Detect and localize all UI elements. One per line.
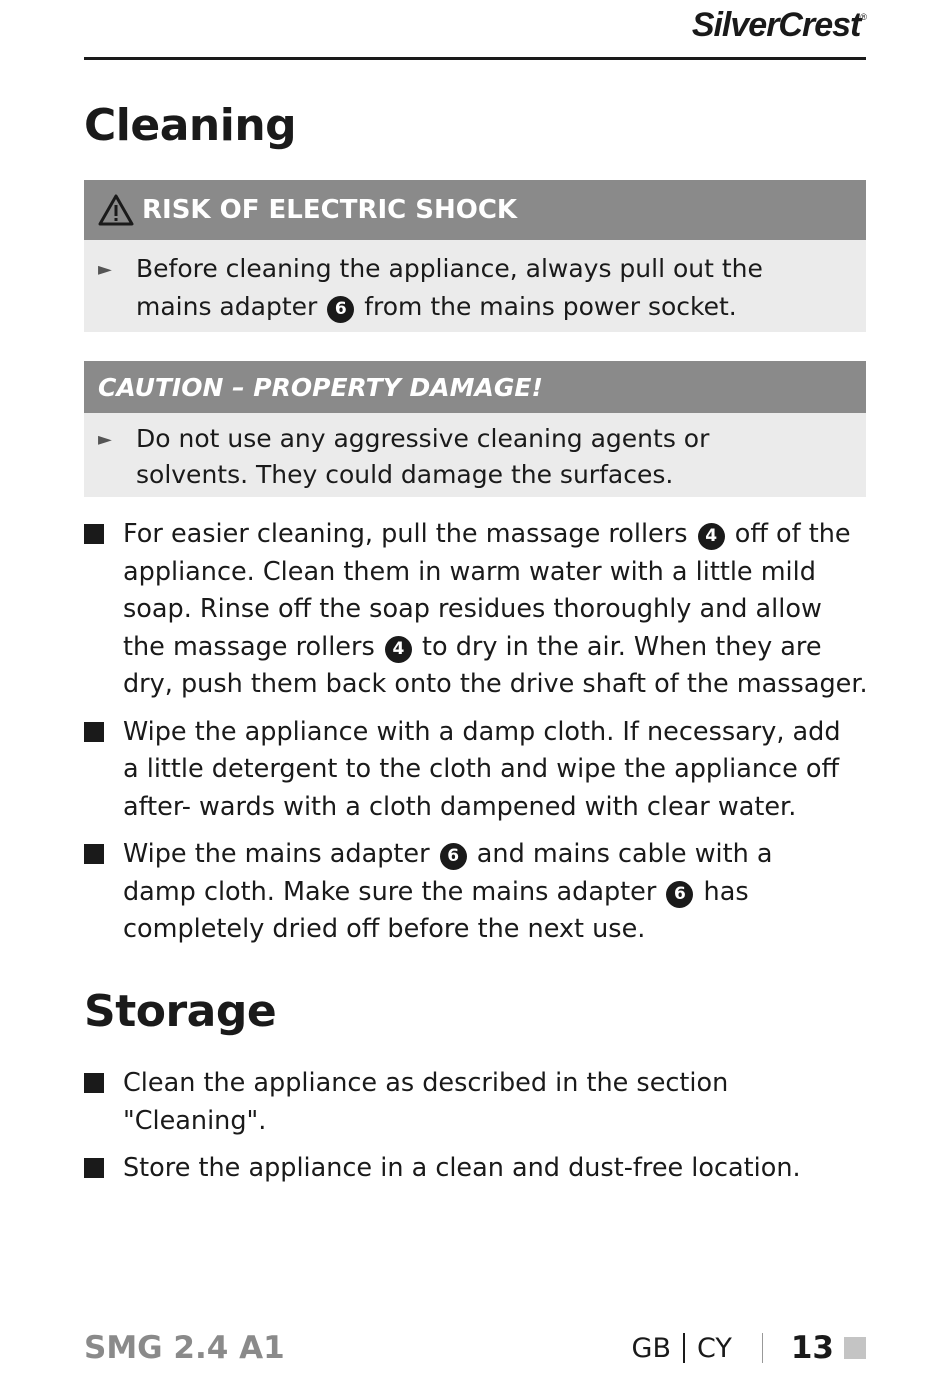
property-damage-caution: [84, 361, 866, 497]
reference-badge: 4: [698, 523, 725, 550]
warning-body: [84, 240, 866, 332]
caution-text: Do not use any aggressive cleaning agents or solvents. They could damage the surfaces.: [136, 424, 710, 489]
reference-badge: 6: [666, 881, 693, 908]
caution-heading: CAUTION – PROPERTY DAMAGE!: [98, 372, 543, 402]
storage-list: [84, 1065, 874, 1198]
page-footer: [632, 1330, 866, 1366]
warning-heading: RISK OF ELECTRIC SHOCK: [142, 195, 518, 225]
reference-badge: 4: [385, 636, 412, 663]
page-square-icon: [844, 1337, 866, 1359]
square-bullet-icon: [84, 1065, 123, 1140]
list-item: Clean the appliance as described in the section "Cleaning".: [84, 1065, 874, 1140]
square-bullet-icon: [84, 1150, 123, 1188]
brand-logo: SilverCrest®: [691, 6, 866, 44]
list-item: For easier cleaning, pull the massage rollers 4 off of the appliance. Clean them in warm water with a little mild soap. Rinse off the soap residues thoroughly and allow the massage rollers 4 to dry in the air. When they are dry, push them back onto the drive shaft of the massager.: [84, 516, 874, 704]
caution-header: [84, 361, 866, 413]
cleaning-list: [84, 516, 874, 959]
language-cy: CY: [696, 1332, 732, 1364]
cleaning-title: Cleaning: [84, 100, 297, 151]
warning-header: [84, 180, 866, 240]
language-gb: GB: [631, 1332, 671, 1364]
list-item: Store the appliance in a clean and dust-free location.: [84, 1150, 874, 1188]
reference-badge: 6: [440, 843, 467, 870]
arrow-bullet-icon: ►: [98, 429, 112, 450]
page-number: 13: [790, 1330, 834, 1366]
reference-badge: 6: [327, 296, 354, 323]
divider: [683, 1333, 685, 1363]
arrow-bullet-icon: ►: [98, 259, 112, 280]
warning-text: Before cleaning the appliance, always pull out the mains adapter 6 from the mains power socket.: [136, 254, 763, 321]
electric-shock-warning: [84, 180, 866, 332]
list-item: Wipe the appliance with a damp cloth. If necessary, add a little detergent to the cloth and wipe the appliance off after- wards with a cloth dampened with clear water.: [84, 714, 874, 827]
caution-body: [84, 413, 866, 497]
model-number: SMG 2.4 A1: [84, 1330, 285, 1366]
storage-title: Storage: [84, 986, 277, 1037]
divider: [762, 1333, 763, 1363]
square-bullet-icon: [84, 836, 123, 949]
warning-triangle-icon: [98, 194, 134, 226]
header-rule: [84, 57, 866, 60]
square-bullet-icon: [84, 516, 123, 704]
square-bullet-icon: [84, 714, 123, 827]
list-item: Wipe the mains adapter 6 and mains cable with a damp cloth. Make sure the mains adapter 6 has completely dried off before the next use.: [84, 836, 874, 949]
